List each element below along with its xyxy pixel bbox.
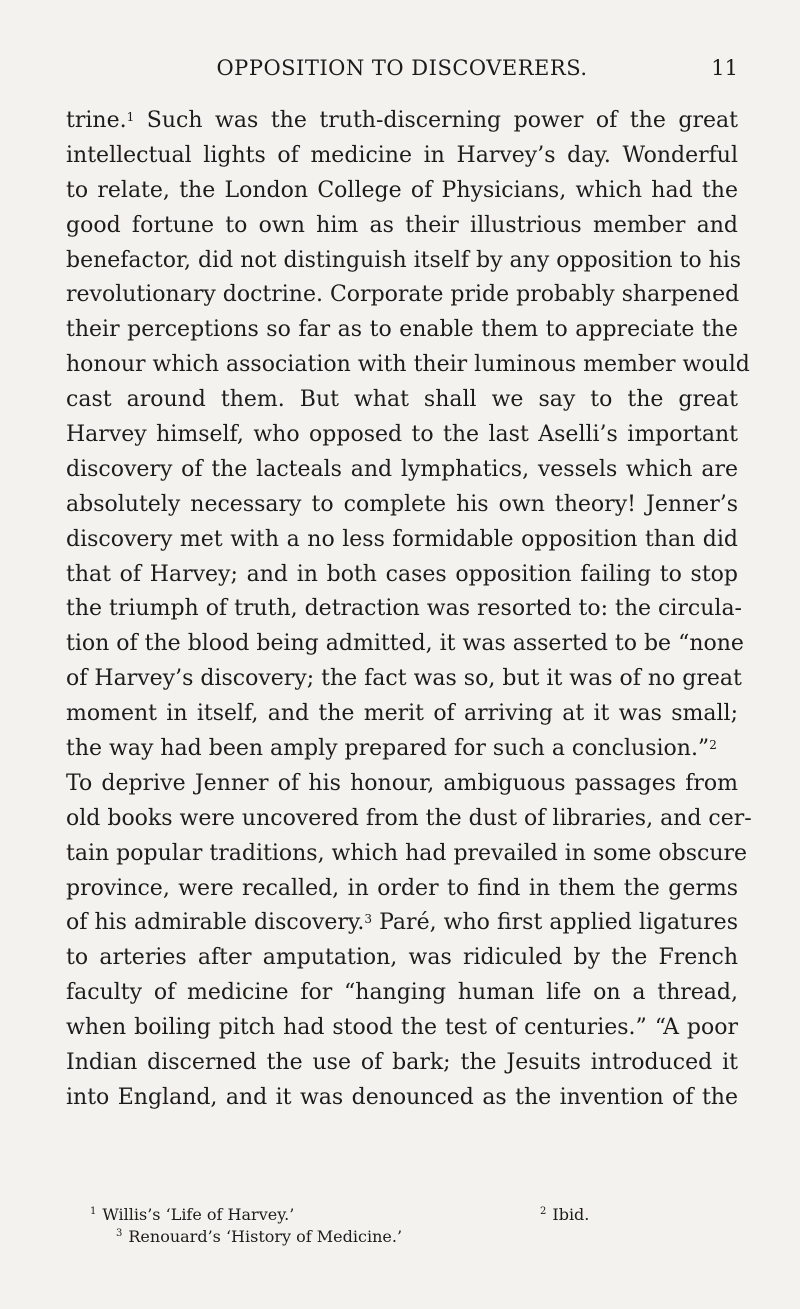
text-line: absolutely necessary to complete his own theory! Jenner’s [66, 491, 738, 517]
text-line: discovery met with a no less formidable opposition than did [66, 526, 738, 552]
footnote-ref: 3 [364, 912, 373, 927]
running-title: OPPOSITION TO DISCOVERERS. [216, 56, 588, 80]
footnote-text: Renouard’s ‘History of Medicine.’ [128, 1227, 403, 1246]
text-line: the triumph of truth, detraction was resorted to: the circula- [66, 596, 742, 622]
text-line: of Harvey’s discovery; the fact was so, but it was of no great [66, 666, 742, 692]
text-line: honour which association with their luminous member would [66, 352, 750, 378]
text-line [66, 104, 738, 139]
footnote-ref: 1 [126, 110, 135, 124]
text-line: Indian discerned the use of bark; the Jesuits introduced it [66, 1050, 738, 1076]
page-number: 11 [711, 56, 738, 80]
text-line: To deprive Jenner of his honour, ambiguous passages from [66, 770, 738, 796]
text-line: Harvey himself, who opposed to the last Aselli’s important [66, 422, 738, 448]
text-line: tain popular traditions, which had prevailed in some obscure [66, 840, 748, 866]
line-text: the way had been amply prepared for such a conclusion.” [66, 736, 710, 762]
footnote-text: Willis’s ‘Life of Harvey.’ [102, 1205, 295, 1224]
text-line: revolutionary doctrine. Corporate pride probably sharpened [66, 282, 740, 308]
text-line: when boiling pitch had stood the test of centuries.” “A poor [66, 1015, 738, 1041]
running-head [66, 50, 738, 86]
text-line: intellectual lights of medicine in Harvey’s day. Wonderful [66, 142, 738, 168]
footnotes [90, 1204, 730, 1248]
footnote-mark: 2 [540, 1206, 547, 1217]
text-line: discovery of the lacteals and lymphatics, vessels which are [66, 456, 738, 482]
footnote-text: Ibid. [552, 1205, 590, 1224]
text-line [66, 732, 738, 767]
text-line: old books were uncovered from the dust of libraries, and cer- [66, 805, 752, 831]
footnote-row [90, 1204, 730, 1226]
text-line: good fortune to own him as their illustrious member and [66, 212, 738, 238]
footnote-row [90, 1226, 730, 1248]
line-text: of his admirable discovery. [66, 910, 365, 936]
line-text: trine. [66, 108, 127, 133]
text-line: that of Harvey; and in both cases opposition failing to stop [66, 561, 738, 587]
text-line: cast around them. But what shall we say to the great [66, 387, 738, 413]
body-text [66, 104, 752, 1116]
text-line: benefactor, did not distinguish itself by any opposition to his [66, 247, 742, 273]
text-line [66, 906, 738, 941]
footnote-mark: 3 [116, 1228, 123, 1239]
text-line: to arteries after amputation, was ridiculed by the French [66, 945, 738, 971]
footnote-mark: 1 [90, 1206, 97, 1217]
line-text: Such was the truth-discerning power of the great [134, 108, 738, 133]
text-line: faculty of medicine for “hanging human life on a thread, [66, 980, 738, 1006]
line-text: Paré, who first applied ligatures [372, 910, 738, 936]
text-line: into England, and it was denounced as the invention of the [66, 1084, 738, 1110]
text-line: their perceptions so far as to enable them to appreciate the [66, 317, 738, 343]
footnote-3 [116, 1226, 402, 1251]
text-line: tion of the blood being admitted, it was asserted to be “none [66, 631, 744, 657]
text-line: to relate, the London College of Physicians, which had the [66, 177, 738, 203]
footnote-ref: 2 [709, 738, 717, 753]
text-line: moment in itself, and the merit of arriving at it was small; [66, 701, 738, 727]
text-line: province, were recalled, in order to find in them the germs [66, 875, 738, 901]
